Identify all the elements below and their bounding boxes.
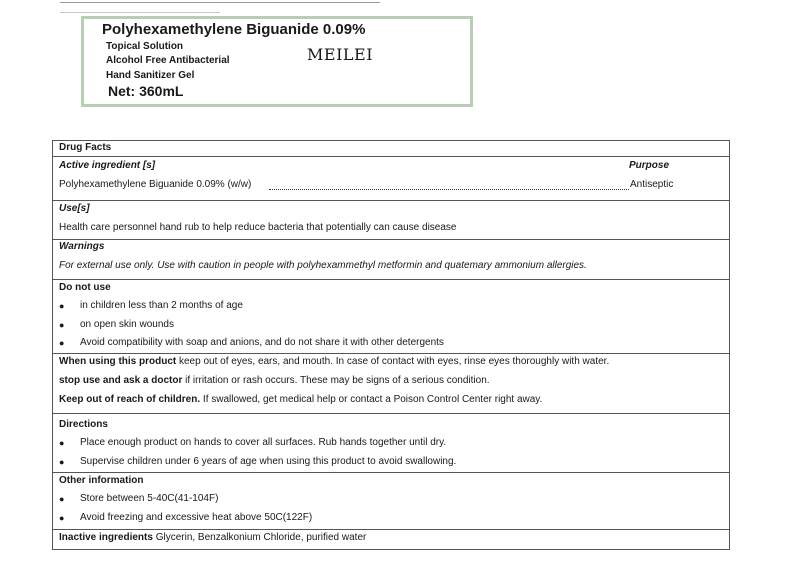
bullet: ●	[59, 338, 65, 348]
list-item: in children less than 2 months of age	[80, 300, 243, 311]
brand-name: MEILEI	[307, 45, 374, 64]
label-net-volume: Net: 360mL	[108, 83, 184, 99]
divider	[53, 239, 729, 240]
divider	[53, 529, 729, 530]
list-item: Avoid compatibility with soap and anions, and do not share it with other detergents	[80, 337, 444, 348]
when-using-line	[59, 356, 609, 367]
list-item: Store between 5-40C(41-104F)	[80, 493, 219, 504]
keep-out-text: If swallowed, get medical help or contact a Poison Control Center right away.	[200, 394, 543, 405]
label-title: Polyhexamethylene Biguanide 0.09%	[102, 21, 366, 38]
stop-use-line	[59, 375, 490, 386]
divider	[53, 353, 729, 354]
uses-text: Health care personnel hand rub to help reduce bacteria that potentially can cause disease	[59, 222, 457, 233]
bullet: ●	[59, 457, 65, 467]
label-line-sanitizer: Hand Sanitizer Gel	[106, 70, 195, 81]
label-line-topical: Topical Solution	[106, 41, 184, 52]
drug-facts-panel	[52, 140, 730, 550]
active-ingredient-value: Polyhexamethylene Biguanide 0.09% (w/w)	[59, 179, 252, 190]
divider	[53, 156, 729, 157]
other-information-heading: Other information	[59, 475, 144, 486]
uses-heading: Use[s]	[59, 203, 90, 214]
keep-out-line	[59, 394, 542, 405]
do-not-use-heading: Do not use	[59, 282, 111, 293]
list-item: Place enough product on hands to cover all surfaces. Rub hands together until dry.	[80, 437, 447, 448]
bullet: ●	[59, 438, 65, 448]
inactive-ingredients-label: Inactive ingredients	[59, 532, 153, 543]
leader-dots	[269, 179, 629, 190]
inactive-ingredients-text: Glycerin, Benzalkonium Chloride, purified water	[152, 532, 367, 543]
divider	[53, 413, 729, 414]
purpose-heading: Purpose	[629, 160, 670, 171]
keep-out-label: Keep out of reach of children.	[59, 394, 201, 405]
bullet: ●	[59, 301, 65, 311]
divider	[53, 200, 729, 201]
divider	[53, 472, 729, 473]
when-using-text: keep out of eyes, ears, and mouth. In case of contact with eyes, rinse eyes thoroughly with water.	[176, 356, 610, 367]
top-rule	[60, 2, 380, 3]
list-item: on open skin wounds	[80, 319, 174, 330]
purpose-value: Antiseptic	[630, 179, 674, 190]
inactive-ingredients-line	[59, 532, 366, 543]
stop-use-label: stop use and ask a doctor	[59, 375, 183, 386]
bullet: ●	[59, 513, 65, 523]
stop-use-text: if irritation or rash occurs. These may be signs of a serious condition.	[182, 375, 490, 386]
bullet: ●	[59, 494, 65, 504]
directions-heading: Directions	[59, 419, 108, 430]
active-ingredient-heading: Active ingredient [s]	[59, 160, 156, 171]
top-rule-short	[60, 12, 220, 13]
product-label-box	[81, 16, 473, 107]
divider	[53, 279, 729, 280]
bullet: ●	[59, 320, 65, 330]
list-item: Supervise children under 6 years of age when using this product to avoid swallowing.	[80, 456, 457, 467]
warnings-text: For external use only. Use with caution in people with polyhexammethyl metformin and quatemary ammonium allergies.	[59, 260, 587, 271]
label-line-alcohol-free: Alcohol Free Antibacterial	[106, 55, 230, 66]
when-using-label: When using this product	[59, 356, 177, 367]
warnings-heading: Warnings	[59, 241, 105, 252]
list-item: Avoid freezing and excessive heat above 50C(122F)	[80, 512, 313, 523]
drug-facts-heading: Drug Facts	[59, 142, 112, 153]
